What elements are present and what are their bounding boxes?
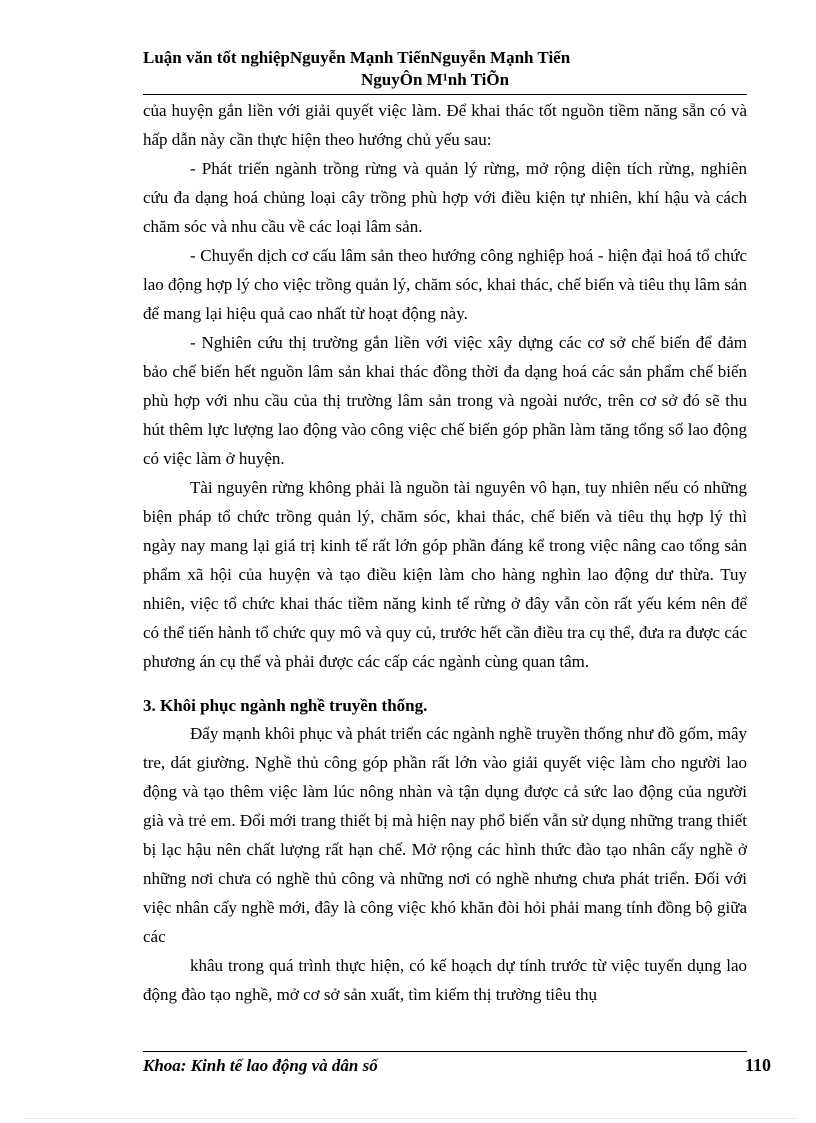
page-boundary xyxy=(25,1118,795,1119)
paragraph: Đẩy mạnh khôi phục và phát triển các ngành nghề truyền thống như đồ gốm, mây tre, dát giường. Nghề thủ công góp phần rất lớn vào giải quyết việc làm cho người lao động và tạo thêm việc làm lúc nông nhàn và tận dụng được cả sức lao động của người già và trẻ em. Đổi mới trang thiết bị mà hiện nay phổ biến vẫn sử dụng những trang thiết bị lạc hậu nên chất lượng rất hạn chế. Mở rộng các hình thức đào tạo nhân cấy nghề ở những nơi chưa có nghề thủ công và những nơi có nghề nhưng chưa phát triển. Đối với việc nhân cấy nghề mới, đây là công việc khó khăn đòi hỏi phải mang tính đồng bộ giữa các xyxy=(143,724,747,946)
header-title-line1: Luận văn tốt nghiệpNguyễn Mạnh TiếnNguyễn Mạnh Tiến xyxy=(143,48,571,67)
paragraph: - Nghiên cứu thị trường gắn liền với việc xây dựng các cơ sở chế biến để đảm bảo chế biến hết nguồn lâm sản khai thác đồng thời đa dạng hoá các sản phẩm chế biến phù hợp với nhu cầu của thị trường lâm sản trong và ngoài nước, trên cơ sở đó sẽ thu hút thêm lực lượng lao động vào công việc chế biến góp phần làm tăng tổng số lao động có việc làm ở huyện. xyxy=(143,333,747,468)
footer-divider xyxy=(143,1051,747,1052)
paragraph: - Chuyển dịch cơ cấu lâm sản theo hướng công nghiệp hoá - hiện đại hoá tổ chức lao động hợp lý cho việc trồng quản lý, chăm sóc, khai thác, chế biến và tiêu thụ lâm sản để mang lại hiệu quả cao nhất từ hoạt động này. xyxy=(143,246,747,323)
paragraph: khâu trong quá trình thực hiện, có kế hoạch dự tính trước từ việc tuyển dụng lao động đào tạo nghề, mở cơ sở sản xuất, tìm kiếm thị trường tiêu thụ xyxy=(143,956,747,1004)
section-heading: 3. Khôi phục ngành nghề truyền thống. xyxy=(143,696,428,715)
page-header xyxy=(143,47,643,91)
header-title-line2: NguyÔn M¹nh TiÕn xyxy=(361,70,510,89)
page-number: 110 xyxy=(745,1055,772,1075)
header-divider xyxy=(143,94,747,95)
paragraph: của huyện gắn liền với giải quyết việc làm. Để khai thác tốt nguồn tiềm năng sẵn có và hấp dẫn này cần thực hiện theo hướng chủ yếu sau: xyxy=(143,101,747,149)
paragraph: - Phát triển ngành trồng rừng và quản lý rừng, mở rộng diện tích rừng, nghiên cứu đa dạng hoá chủng loại cây trồng phù hợp với điều kiện tự nhiên, khí hậu và cách chăm sóc và nhu cầu về các loại lâm sản. xyxy=(143,159,747,236)
footer-faculty: Khoa: Kinh tế lao động và dân số xyxy=(143,1056,378,1075)
document-body xyxy=(143,96,747,1009)
paragraph: Tài nguyên rừng không phải là nguồn tài nguyên vô hạn, tuy nhiên nếu có những biện pháp tổ chức trồng quản lý, chăm sóc, khai thác, chế biến và tiêu thụ hợp lý thì ngày nay mang lại giá trị kinh tế rất lớn góp phần đáng kể trong việc nâng cao tổng sản phẩm xã hội của huyện và tạo điều kiện làm cho hàng nghìn lao động dư thừa. Tuy nhiên, việc tổ chức khai thác tiềm năng kinh tế rừng ở đây vẫn còn rất yếu kém nên để có thể tiến hành tổ chức quy mô và quy củ, trước hết cần điều tra cụ thể, đưa ra được các phương án cụ thể và phải được các cấp các ngành cùng quan tâm. xyxy=(143,478,747,671)
